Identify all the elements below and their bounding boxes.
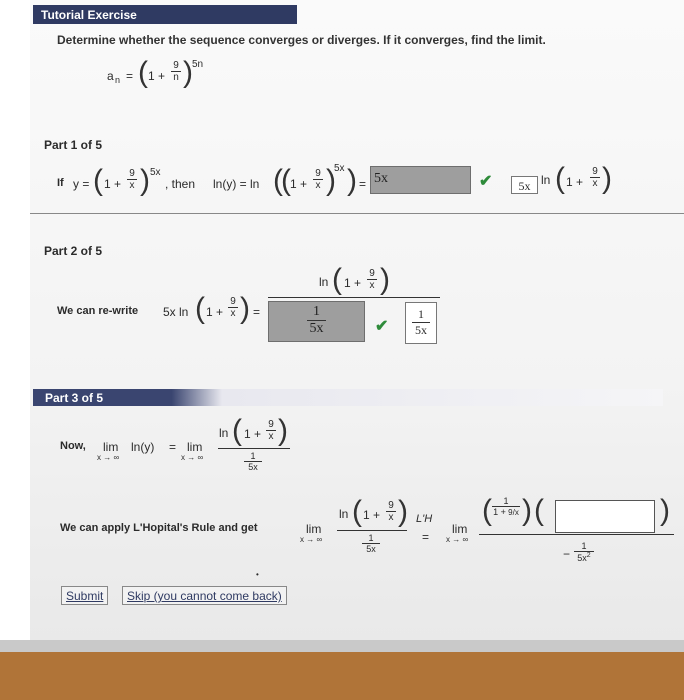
p2-expr: 5x ln xyxy=(163,305,189,319)
part2-title: Part 2 of 5 xyxy=(44,244,103,258)
p3-lh-num: 9 xyxy=(386,500,396,512)
p3-small-den-den: x xyxy=(514,508,519,517)
seq-num: 9 xyxy=(171,60,181,72)
p1-feedback-box: 5x xyxy=(511,176,538,194)
part2-answer-box[interactable] xyxy=(268,301,365,342)
p1-ln-lparen: ( xyxy=(273,164,283,197)
p3-now: Now, xyxy=(60,440,86,452)
p3-lh-eq: = xyxy=(422,530,430,544)
part3-answer-input[interactable] xyxy=(555,500,655,533)
p2-top-fraction xyxy=(367,268,377,291)
p2-num: 9 xyxy=(228,296,238,308)
submit-button[interactable]: Submit xyxy=(61,586,108,605)
p3-den-num: 1 xyxy=(244,451,262,462)
p1-fb-num: 9 xyxy=(590,166,600,178)
p3-ln-y: ln(y) xyxy=(131,440,155,454)
seq-fraction xyxy=(171,60,181,83)
seq-lhs: a xyxy=(107,69,114,83)
p3-small-fraction xyxy=(492,496,520,517)
p3-lh-lparen: ( xyxy=(352,495,362,528)
p3-lim3-sub: x → ∞ xyxy=(300,535,323,544)
p2-rewrite-label: We can re-write xyxy=(57,305,139,317)
p1-fb-lparen: ( xyxy=(555,162,565,195)
p3-big-rparen: ) xyxy=(660,494,670,527)
p3-lim4: lim xyxy=(452,522,468,536)
part1-check-icon: ✔ xyxy=(479,173,493,190)
p3-lh-den-den: 5x xyxy=(366,544,376,554)
p1-fb-fraction xyxy=(590,166,600,189)
p3-small-den-text: 1 + xyxy=(493,507,506,517)
p3-lhopital-text: We can apply L'Hopital's Rule and get xyxy=(60,522,258,534)
p3-neg-fraction xyxy=(574,541,594,563)
p1-one-plus: 1 + xyxy=(104,177,122,191)
p2-main-fraction-bar xyxy=(268,297,440,298)
seq-rparen: ) xyxy=(183,56,193,89)
p3-lh-one-plus: 1 + xyxy=(363,508,381,522)
p2-top-one-plus: 1 + xyxy=(344,276,362,290)
p3-rparen: ) xyxy=(278,414,288,447)
p3-small-num: 1 xyxy=(492,496,520,507)
seq-eq: = xyxy=(126,69,134,83)
bottom-strip xyxy=(0,640,684,652)
p3-big-lparen: ( xyxy=(534,494,544,527)
p3-neg-den-exp: 2 xyxy=(586,552,591,559)
p2-lparen: ( xyxy=(195,292,205,325)
p3-lim3: lim xyxy=(306,522,322,536)
p1-num: 9 xyxy=(127,168,137,180)
p3-num: 9 xyxy=(266,419,276,431)
part1-answer-text: 5x xyxy=(374,171,388,186)
skip-button[interactable]: Skip (you cannot come back) xyxy=(122,586,287,605)
p3-den-fraction xyxy=(244,451,262,472)
p2-answer-den: 5x xyxy=(309,321,324,336)
p3-eq: = xyxy=(169,440,177,454)
part2-check-icon: ✔ xyxy=(375,318,389,335)
seq-sub: n xyxy=(115,75,121,85)
instruction-text: Determine whether the sequence converges or diverges. If it converges, find the limit. xyxy=(57,33,546,47)
p1-lparen: ( xyxy=(93,164,103,197)
p1-rparen: ) xyxy=(140,164,150,197)
p1-if: If xyxy=(57,177,64,189)
p3-small-lparen: ( xyxy=(482,494,492,527)
p3-lim2: lim xyxy=(187,440,203,454)
p3-lh-fraction-bar xyxy=(337,530,407,531)
p2-fb-num: 1 xyxy=(412,307,430,323)
p2-one-plus: 1 + xyxy=(206,305,224,319)
p3-den: x xyxy=(268,431,274,442)
p1-fraction xyxy=(127,168,137,191)
p2-feedback-box xyxy=(405,302,437,344)
p3-lh-den-fraction xyxy=(362,533,380,554)
p3-lh-rparen: ) xyxy=(398,495,408,528)
p3-lim1-sub: x → ∞ xyxy=(97,453,120,462)
p1-fb-rparen: ) xyxy=(602,162,612,195)
p1-inner-lparen: ( xyxy=(281,164,291,197)
p2-top-lparen: ( xyxy=(332,263,342,296)
p2-top-num: 9 xyxy=(367,268,377,280)
p3-lim4-sub: x → ∞ xyxy=(446,535,469,544)
p1-ln-rparen: ) xyxy=(347,164,357,197)
p2-top-rparen: ) xyxy=(380,263,390,296)
p3-lh-den-num: 1 xyxy=(362,533,380,544)
p2-fraction xyxy=(228,296,238,319)
p3-lh-fraction xyxy=(386,500,396,523)
seq-lparen: ( xyxy=(138,56,148,89)
p3-den-den: 5x xyxy=(248,462,258,472)
p1-den: x xyxy=(129,180,135,191)
bottom-band xyxy=(0,652,684,700)
p3-rhs-fraction-bar xyxy=(479,534,674,535)
p1-eq: = xyxy=(359,177,367,191)
p1-y-eq: y = xyxy=(73,177,90,191)
p1-ln-y: ln(y) = ln xyxy=(213,177,260,191)
p1-inner-fraction xyxy=(313,168,323,191)
p1-fb-den: x xyxy=(592,178,598,189)
seq-den: n xyxy=(173,72,179,83)
tutorial-title: Tutorial Exercise xyxy=(41,8,137,22)
p3-neg-num: 1 xyxy=(574,541,594,552)
part1-answer-box[interactable] xyxy=(370,166,471,194)
p3-fraction-bar xyxy=(218,448,290,449)
p3-lh-label: L'H xyxy=(416,513,433,525)
p2-answer-num: 1 xyxy=(307,304,326,321)
p2-eq: = xyxy=(253,305,261,319)
p3-lparen: ( xyxy=(232,414,242,447)
part3-header xyxy=(33,389,663,406)
p3-ln: ln xyxy=(219,426,229,440)
p3-one-plus: 1 + xyxy=(244,427,262,441)
p1-inner-num: 9 xyxy=(313,168,323,180)
p1-feedback-ln: ln xyxy=(541,173,551,187)
part3-title: Part 3 of 5 xyxy=(45,391,104,405)
seq-one-plus: 1 + xyxy=(148,69,166,83)
p3-lim2-sub: x → ∞ xyxy=(181,453,204,462)
p3-lh-den: x xyxy=(388,512,394,523)
part1-title: Part 1 of 5 xyxy=(44,138,103,152)
tutorial-header xyxy=(33,5,297,24)
p3-minus: − xyxy=(563,547,571,561)
p3-small-den: 1 + 9/x xyxy=(493,507,519,517)
p3-fraction xyxy=(266,419,276,442)
p2-top-ln: ln xyxy=(319,275,329,289)
p1-then: , then xyxy=(165,177,196,191)
p1-exp: 5x xyxy=(150,167,161,178)
p3-small-rparen: ) xyxy=(522,494,532,527)
seq-exp: 5n xyxy=(192,59,204,70)
divider xyxy=(30,213,684,214)
p1-fb-one-plus: 1 + xyxy=(566,175,584,189)
p3-neg-den-text: 5x xyxy=(577,553,587,563)
p3-lh-ln: ln xyxy=(339,507,349,521)
p2-fb-den: 5x xyxy=(415,323,427,337)
p3-lim1: lim xyxy=(103,440,119,454)
p1-inner-rparen: ) xyxy=(326,164,336,197)
p2-top-den: x xyxy=(369,280,375,291)
p3-neg-den xyxy=(574,552,594,563)
p1-inner-one-plus: 1 + xyxy=(290,177,308,191)
p2-rparen: ) xyxy=(240,292,250,325)
p1-exp2: 5x xyxy=(334,163,345,174)
p2-den: x xyxy=(230,308,236,319)
p1-inner-den: x xyxy=(315,180,321,191)
cursor-dot: • xyxy=(256,570,259,579)
p3-small-den-num: 9 xyxy=(508,508,513,517)
